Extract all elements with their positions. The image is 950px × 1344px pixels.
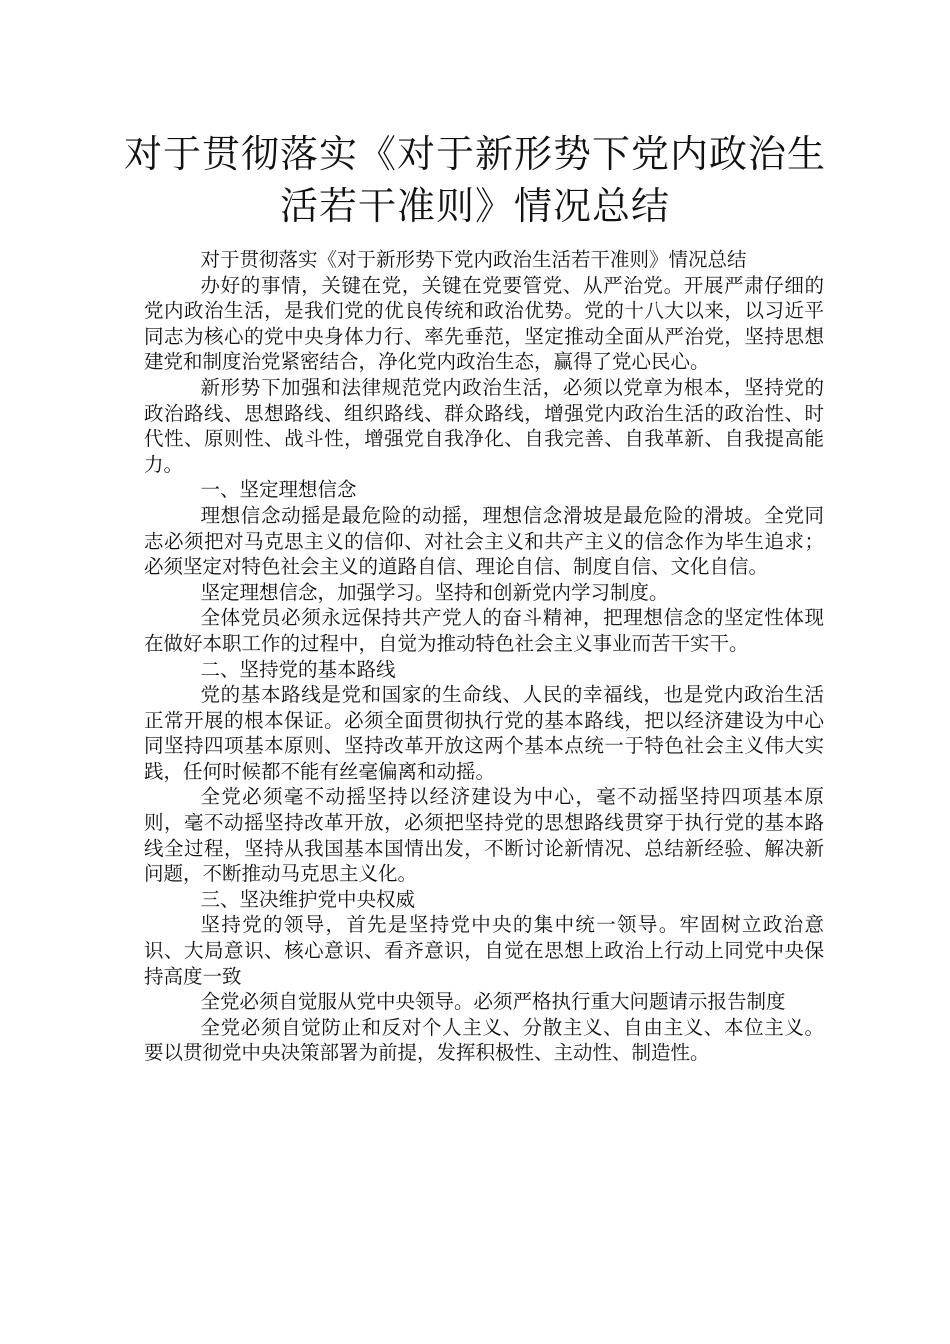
paragraph: 全体党员必须永远保持共产党人的奋斗精神，把理想信念的坚定性体现在做好本职工作的过程中，自觉为推动特色社会主义事业而苦干实干。 — [144, 606, 824, 655]
document-body — [144, 247, 824, 1066]
paragraph: 全党必须毫不动摇坚持以经济建设为中心，毫不动摇坚持四项基本原则，毫不动摇坚持改革开放，必须把坚持党的思想路线贯穿于执行党的基本路线全过程，坚持从我国基本国情出发，不断讨论新情况、总结新经验、解决新问题，不断推动马克思主义化。 — [144, 785, 824, 886]
paragraph: 新形势下加强和法律规范党内政治生活，必须以党章为根本，坚持党的政治路线、思想路线、组织路线、群众路线，增强党内政治生活的政治性、时代性、原则性、战斗性，增强党自我净化、自我完善、自我革新、自我提高能力。 — [144, 375, 824, 476]
paragraph: 对于贯彻落实《对于新形势下党内政治生活若干准则》情况总结 — [200, 248, 747, 271]
section-heading: 二、坚持党的基本路线 — [200, 657, 396, 681]
section-heading: 三、坚决维护党中央权威 — [200, 887, 416, 911]
document-title: 对于贯彻落实《对于新形势下党内政治生活若干准则》情况总结 — [123, 132, 826, 228]
paragraph: 全党必须自觉服从党中央领导。必须严格执行重大问题请示报告制度 — [200, 990, 786, 1014]
paragraph: 坚持党的领导，首先是坚持党中央的集中统一领导。牢固树立政治意识、大局意识、核心意识、看齐意识，自觉在思想上政治上行动上同党中央保持高度一致 — [144, 913, 824, 988]
paragraph: 办好的事情，关键在党，关键在党要管党、从严治党。开展严肃仔细的党内政治生活，是我们党的优良传统和政治优势。党的十八大以来，以习近平同志为核心的党中央身体力行、率先垂范，坚定推动全面从严治党，坚持思想建党和制度治党紧密结合，净化党内政治生态，赢得了党心民心。 — [144, 273, 824, 374]
paragraph: 坚定理想信念，加强学习。坚持和创新党内学习制度。 — [200, 580, 669, 604]
section-heading: 一、坚定理想信念 — [200, 478, 357, 502]
paragraph: 党的基本路线是党和国家的生命线、人民的幸福线，也是党内政治生活正常开展的根本保证。必须全面贯彻执行党的基本路线，把以经济建设为中心同坚持四项基本原则、坚持改革开放这两个基本点统一于特色社会主义伟大实践，任何时候都不能有丝毫偏离和动摇。 — [144, 683, 824, 783]
paragraph: 全党必须自觉防止和反对个人主义、分散主义、自由主义、本位主义。要以贯彻党中央决策部署为前提，发挥积极性、主动性、制造性。 — [144, 1015, 824, 1065]
paragraph: 理想信念动摇是最危险的动摇，理想信念滑坡是最危险的滑坡。全党同志必须把对马克思主义的信仰、对社会主义和共产主义的信念作为毕生追求；必须坚定对特色社会主义的道路自信、理论自信、制度自信、文化自信。 — [144, 503, 824, 579]
